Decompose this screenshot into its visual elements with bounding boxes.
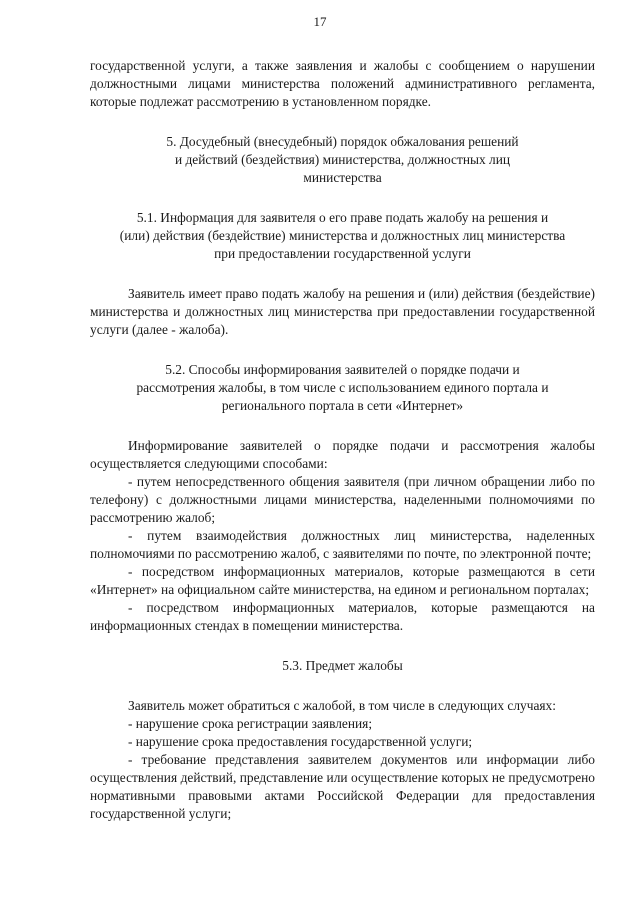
list-item: - путем взаимодействия должностных лиц министерства, наделенных полномочиями по рассмотрению жалоб, с заявителями по почте, по электронной почте; [90,528,595,561]
heading-line: и действий (бездействия) министерства, должностных лиц [174,152,511,167]
list-item: - нарушение срока предоставления государственной услуги; [128,734,473,749]
heading-line: 5. Досудебный (внесудебный) порядок обжалования решений [166,134,519,149]
heading-line: 5.1. Информация для заявителя о его праве подать жалобу на решения и [136,210,549,225]
list-item: - требование представления заявителем документов или информации либо осуществления действий, представление или осуществление которых не предусмотрено нормативными правовыми актами Российской Федерации для предоставления государственной услуги; [90,752,595,821]
list-item: - посредством информационных материалов, которые размещаются в сети «Интернет» на официальном сайте министерства, на едином и региональном порталах; [90,564,595,597]
section-5-3-intro: Заявитель может обратиться с жалобой, в том числе в следующих случаях: [128,698,556,713]
section-5-3-heading: 5.3. Предмет жалобы [282,658,403,673]
heading-line: рассмотрения жалобы, в том числе с использованием единого портала и [136,380,549,395]
heading-line: при предоставлении государственной услуги [214,246,471,261]
section-5-2-intro: Информирование заявителей о порядке подачи и рассмотрения жалобы осуществляется следующими способами: [90,438,595,471]
section-5-1-heading [90,209,595,263]
page-content [90,57,595,823]
heading-line: (или) действия (бездействие) министерства и должностных лиц министерства [119,228,566,243]
intro-paragraph: государственной услуги, а также заявления и жалобы с сообщением о нарушении должностными лицами министерства положений административного регламента, которые подлежат рассмотрению в установленном порядке. [90,58,595,109]
list-item: - нарушение срока регистрации заявления; [128,716,373,731]
section-5-1-paragraph: Заявитель имеет право подать жалобу на решения и (или) действия (бездействие) министерства и должностных лиц министерства при предоставлении государственной услуги (далее - жалоба). [90,286,595,337]
page-number: 17 [313,14,327,29]
list-item: - путем непосредственного общения заявителя (при личном обращении либо по телефону) с должностными лицами министерства, наделенными полномочиями по рассмотрению жалоб; [90,474,595,525]
list-item: - посредством информационных материалов, которые размещаются на информационных стендах в помещении министерства. [90,600,595,633]
section-5-heading [90,133,595,187]
heading-line: министерства [303,170,382,185]
section-5-2-heading [90,361,595,415]
heading-line: 5.2. Способы информирования заявителей о порядке подачи и [165,362,520,377]
heading-line: регионального портала в сети «Интернет» [221,398,464,413]
